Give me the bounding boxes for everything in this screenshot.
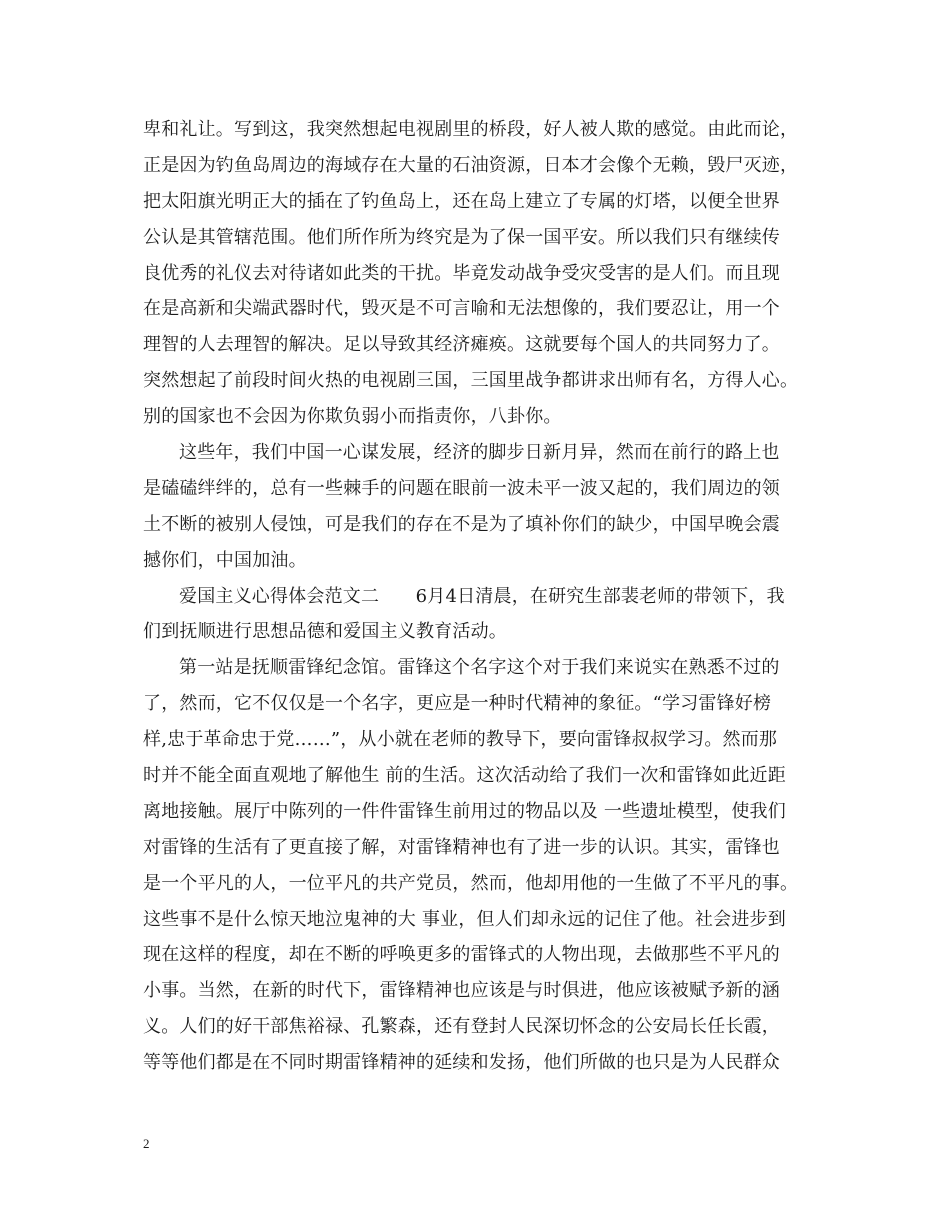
text-line: 样,忠于革命忠于党……”，从小就在老师的教导下，要向雷锋叔叔学习。然而那 (143, 729, 778, 751)
text-line: 撼你们，中国加油。 (143, 549, 307, 571)
body-text (143, 112, 833, 1081)
text-line: 土不断的被别人侵蚀，可是我们的存在不是为了填补你们的缺少，中国早晚会震 (143, 513, 780, 535)
text-line: 第一站是抚顺雷锋纪念馆。雷锋这个名字这个对于我们来说实在熟悉不过的 (179, 657, 780, 679)
text-line: 公认是其管辖范围。他们所作所为终究是为了保一国平安。所以我们只有继续传 (143, 226, 780, 248)
text-line: 对雷锋的生活有了更直接了解，对雷锋精神也有了进一步的认识。其实，雷锋也 (143, 836, 780, 858)
page-number: 2 (143, 1136, 150, 1151)
text-line: 义。人们的好干部焦裕禄、孔繁森，还有登封人民深切怀念的公安局长任长霞， (143, 1016, 780, 1038)
text-line: 别的国家也不会因为你欺负弱小而指责你，八卦你。 (143, 406, 562, 428)
text-line: 是磕磕绊绊的，总有一些棘手的问题在眼前一波未平一波又起的，我们周边的领 (143, 477, 780, 499)
text-line: 时并不能全面直观地了解他生 前的生活。这次活动给了我们一次和雷锋如此近距 (143, 765, 786, 787)
text-line: 这些事不是什么惊天地泣鬼神的大 事业，但人们却永远的记住了他。社会进步到 (143, 908, 786, 930)
text-line: 正是因为钓鱼岛周边的海域存在大量的石油资源，日本才会像个无赖，毁尸灭迹， (143, 154, 799, 176)
text-line: 现在这样的程度，却在不断的呼唤更多的雷锋式的人物出现，去做那些不平凡的 (143, 944, 780, 966)
text-line: 离地接触。展厅中陈列的一件件雷锋生前用过的物品以及 一些遗址模型，使我们 (143, 800, 786, 822)
text-line: 卑和礼让。写到这，我突然想起电视剧里的桥段，好人被人欺的感觉。由此而论， (143, 119, 799, 140)
text-line: 了，然而，它不仅仅是一个名字，更应是一种时代精神的象征。“学习雷锋好榜 (143, 693, 772, 715)
text-line: 突然想起了前段时间火热的电视剧三国，三国里战争都讲求出师有名，方得人心。 (143, 370, 799, 392)
text-line: 们到抚顺进行思想品德和爱国主义教育活动。 (143, 621, 507, 643)
text-line: 是一个平凡的人，一位平凡的共产党员，然而，他却用他的一生做了不平凡的事。 (143, 872, 799, 894)
text-line: 这些年，我们中国一心谋发展，经济的脚步日新月异，然而在前行的路上也 (179, 442, 780, 464)
text-line: 爱国主义心得体会范文二 6月4日清晨，在研究生部裴老师的带领下，我 (179, 585, 785, 607)
text-line: 理智的人去理智的解决。足以导致其经济瘫痪。这就要每个国人的共同努力了。 (143, 334, 780, 356)
text-line: 等等他们都是在不同时期雷锋精神的延续和发扬，他们所做的也只是为人民群众 (143, 1052, 780, 1074)
text-line: 在是高新和尖端武器时代，毁灭是不可言喻和无法想像的，我们要忍让，用一个 (143, 298, 780, 320)
text-line: 小事。当然，在新的时代下，雷锋精神也应该是与时俱进，他应该被赋予新的涵 (143, 980, 780, 1002)
text-line: 良优秀的礼仪去对待诸如此类的干扰。毕竟发动战争受灾受害的是人们。而且现 (143, 262, 780, 284)
text-line: 把太阳旗光明正大的插在了钓鱼岛上，还在岛上建立了专属的灯塔，以便全世界 (143, 190, 780, 212)
